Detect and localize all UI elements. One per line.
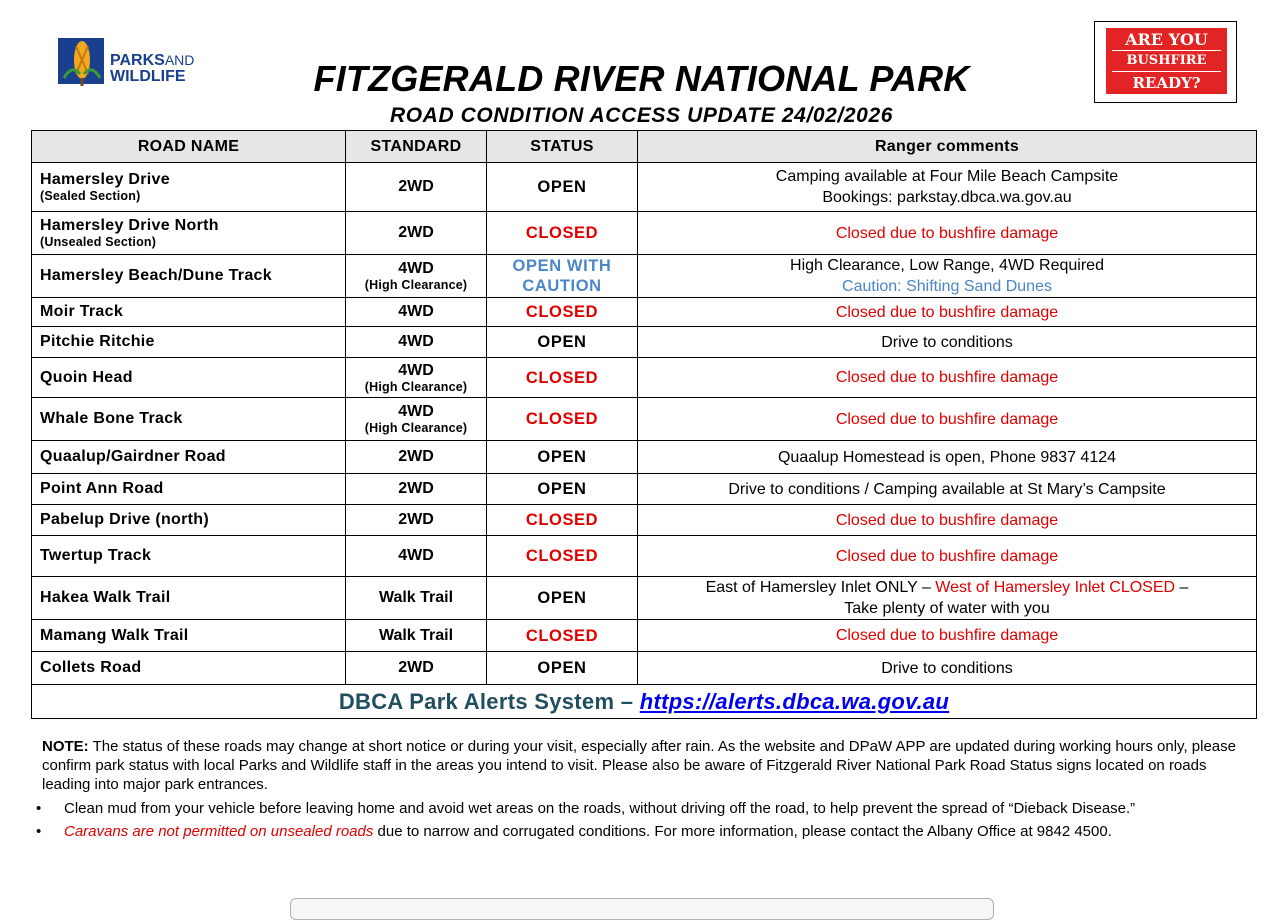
table-row	[32, 163, 1257, 212]
road-standard: 2WD	[346, 652, 487, 685]
road-name: Collets Road	[32, 652, 346, 685]
ranger-comment: Closed due to bushfire damage	[638, 505, 1257, 536]
ranger-comment: Camping available at Four Mile Beach Campsite Bookings: parkstay.dbca.wa.gov.au	[638, 163, 1257, 212]
badge-line-3: READY?	[1132, 74, 1201, 92]
road-name: Quoin Head	[32, 358, 346, 398]
road-name: Hakea Walk Trail	[32, 577, 346, 620]
road-status: CLOSED	[487, 212, 638, 255]
alerts-link[interactable]: https://alerts.dbca.wa.gov.au	[639, 688, 950, 714]
ranger-comment: Closed due to bushfire damage	[638, 620, 1257, 652]
road-standard: Walk Trail	[346, 620, 487, 652]
page-subtitle: ROAD CONDITION ACCESS UPDATE 24/02/2026	[389, 104, 894, 127]
table-header-row	[32, 131, 1257, 163]
alerts-footer	[32, 685, 1257, 719]
table-row	[32, 505, 1257, 536]
table-row	[32, 212, 1257, 255]
road-status: CLOSED	[487, 536, 638, 577]
page-title: FITZGERALD RIVER NATIONAL PARK	[313, 58, 970, 99]
road-name: Hamersley Beach/Dune Track	[32, 255, 346, 298]
road-standard: 4WD	[346, 536, 487, 577]
table-row	[32, 474, 1257, 505]
road-status: OPEN	[487, 163, 638, 212]
alerts-label: DBCA Park Alerts System –	[338, 688, 640, 714]
road-standard: 4WD	[346, 298, 487, 327]
table-row	[32, 441, 1257, 474]
road-status: CLOSED	[487, 398, 638, 441]
logo-wordmark: PARKSAND WILDLIFE	[110, 52, 195, 85]
header-ranger-comments: Ranger comments	[638, 131, 1257, 163]
table-row	[32, 358, 1257, 398]
ranger-comment: Quaalup Homestead is open, Phone 9837 4124	[638, 441, 1257, 474]
road-status: OPEN	[487, 652, 638, 685]
table-row	[32, 577, 1257, 620]
table-row	[32, 327, 1257, 358]
table-row	[32, 652, 1257, 685]
note-paragraph	[42, 737, 1247, 794]
road-standard: 2WD	[346, 163, 487, 212]
road-status: OPEN	[487, 441, 638, 474]
road-name: Whale Bone Track	[32, 398, 346, 441]
road-status: CLOSED	[487, 620, 638, 652]
ranger-comment: Drive to conditions / Camping available at St Mary’s Campsite	[638, 474, 1257, 505]
table-row	[32, 536, 1257, 577]
bullet-icon: •	[36, 823, 42, 840]
road-status: CLOSED	[487, 358, 638, 398]
ranger-comment: Closed due to bushfire damage	[638, 536, 1257, 577]
badge-line-1: ARE YOU	[1125, 30, 1208, 49]
road-name: Mamang Walk Trail	[32, 620, 346, 652]
bottom-scroll-bar	[290, 898, 994, 920]
road-name: Quaalup/Gairdner Road	[32, 441, 346, 474]
ranger-comment: Drive to conditions	[638, 327, 1257, 358]
list-item: • Clean mud from your vehicle before leaving home and avoid wet areas on the roads, without driving off the road, to help prevent the spread of “Dieback Disease.”	[36, 797, 1256, 820]
road-name: Hamersley Drive North (Unsealed Section)	[32, 212, 346, 255]
road-name: Pabelup Drive (north)	[32, 505, 346, 536]
header-standard: STANDARD	[346, 131, 487, 163]
road-standard: Walk Trail	[346, 577, 487, 620]
road-standard: 4WD (High Clearance)	[346, 358, 487, 398]
ranger-comment: Closed due to bushfire damage	[638, 398, 1257, 441]
table-row	[32, 298, 1257, 327]
road-name: Hamersley Drive (Sealed Section)	[32, 163, 346, 212]
road-name: Point Ann Road	[32, 474, 346, 505]
alerts-footer-row	[32, 685, 1257, 719]
road-name: Pitchie Ritchie	[32, 327, 346, 358]
road-standard: 2WD	[346, 505, 487, 536]
bullet-icon: •	[36, 800, 42, 817]
road-standard: 2WD	[346, 441, 487, 474]
advice-list	[36, 797, 1256, 843]
road-status: OPEN	[487, 577, 638, 620]
road-status: OPEN WITH CAUTION	[487, 255, 638, 298]
badge-line-2: BUSHFIRE	[1112, 50, 1221, 72]
road-standard: 2WD	[346, 212, 487, 255]
road-standard: 2WD	[346, 474, 487, 505]
ranger-comment: Drive to conditions	[638, 652, 1257, 685]
ranger-comment: Closed due to bushfire damage	[638, 212, 1257, 255]
road-status: OPEN	[487, 474, 638, 505]
road-standard: 4WD	[346, 327, 487, 358]
road-name: Twertup Track	[32, 536, 346, 577]
header-road-name: ROAD NAME	[32, 131, 346, 163]
road-status: CLOSED	[487, 298, 638, 327]
road-name: Moir Track	[32, 298, 346, 327]
road-status: CLOSED	[487, 505, 638, 536]
header-status: STATUS	[487, 131, 638, 163]
table-row	[32, 255, 1257, 298]
note-text: The status of these roads may change at short notice or during your visit, especially after rain. As the website and DPaW APP are updated during working hours only, please confirm park status with local Parks and Wildlife staff in the areas you intend to visit. Please also be aware of Fitzgerald River National Park Road Status signs located on roads leading into major park entrances.	[42, 738, 1236, 793]
list-item: • Caravans are not permitted on unsealed roads due to narrow and corrugated conditions. For more information, please contact the Albany Office at 9842 4500.	[36, 820, 1256, 843]
ranger-comment: Closed due to bushfire damage	[638, 358, 1257, 398]
ranger-comment: East of Hamersley Inlet ONLY – West of Hamersley Inlet CLOSED – Take plenty of water with you	[638, 577, 1257, 620]
table-row	[32, 398, 1257, 441]
road-standard: 4WD (High Clearance)	[346, 255, 487, 298]
road-status: OPEN	[487, 327, 638, 358]
road-conditions-table	[31, 130, 1257, 719]
table-row	[32, 620, 1257, 652]
ranger-comment: High Clearance, Low Range, 4WD Required Caution: Shifting Sand Dunes	[638, 255, 1257, 298]
note-label: NOTE:	[42, 738, 89, 755]
ranger-comment: Closed due to bushfire damage	[638, 298, 1257, 327]
road-standard: 4WD (High Clearance)	[346, 398, 487, 441]
